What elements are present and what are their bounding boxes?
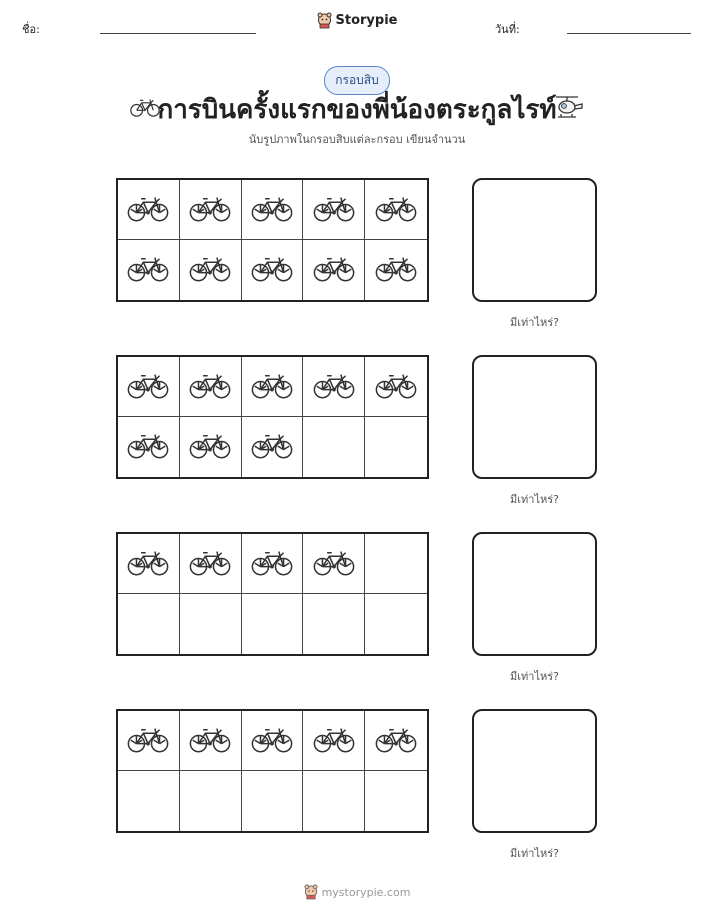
bicycle-icon [313, 547, 355, 581]
question-label-4: มีเท่าไหร่? [510, 847, 559, 860]
frame-cell [180, 534, 242, 594]
ten-frame-1 [116, 178, 429, 302]
bicycle-icon [189, 430, 231, 464]
bicycle-icon [189, 253, 231, 287]
frame-cell [118, 534, 180, 594]
question-label-3: มีเท่าไหร่? [510, 670, 559, 683]
frame-cell [303, 594, 365, 654]
question-label-1: มีเท่าไหร่? [510, 316, 559, 329]
frame-cell [365, 180, 427, 240]
frame-cell [118, 711, 180, 771]
bicycle-icon [127, 430, 169, 464]
bicycle-icon [189, 193, 231, 227]
bicycle-icon [313, 253, 355, 287]
bicycle-icon [189, 370, 231, 404]
bicycle-icon [313, 370, 355, 404]
frame-cell [365, 594, 427, 654]
frame-cell [118, 417, 180, 477]
footer-mascot-icon [304, 884, 318, 900]
bicycle-icon [313, 724, 355, 758]
name-label: ชื่อ: [22, 23, 40, 36]
frame-cell [242, 180, 304, 240]
bicycle-icon [127, 370, 169, 404]
bicycle-icon [375, 193, 417, 227]
frame-cell [303, 240, 365, 300]
ten-frame-2 [116, 355, 429, 479]
question-label-2: มีเท่าไหร่? [510, 493, 559, 506]
bicycle-icon [251, 193, 293, 227]
frame-cell [118, 771, 180, 831]
bicycle-icon [251, 430, 293, 464]
bicycle-icon [127, 547, 169, 581]
frame-cell [365, 711, 427, 771]
bicycle-icon [375, 370, 417, 404]
helicopter-icon [552, 92, 584, 122]
frame-cell [118, 594, 180, 654]
name-line[interactable] [100, 33, 256, 34]
instructions: นับรูปภาพในกรอบสิบแต่ละกรอบ เขียนจำนวน [248, 133, 466, 146]
bicycle-icon [375, 253, 417, 287]
frame-cell [242, 594, 304, 654]
frame-cell [180, 417, 242, 477]
bicycle-icon [251, 547, 293, 581]
frame-cell [180, 594, 242, 654]
footer [0, 884, 714, 904]
answer-box-1[interactable] [472, 178, 597, 302]
frame-cell [303, 357, 365, 417]
frame-cell [180, 180, 242, 240]
bicycle-icon [127, 253, 169, 287]
footer-url[interactable]: mystorypie.com [321, 885, 411, 899]
bicycle-icon [251, 370, 293, 404]
frame-cell [242, 240, 304, 300]
bicycle-icon [313, 193, 355, 227]
bicycle-icon [375, 724, 417, 758]
bicycle-icon [189, 724, 231, 758]
frame-cell [242, 357, 304, 417]
frame-cell [180, 357, 242, 417]
frame-cell [365, 240, 427, 300]
brand-logo [0, 12, 714, 33]
frame-cell [365, 534, 427, 594]
date-line[interactable] [567, 33, 691, 34]
frame-cell [303, 771, 365, 831]
ten-frame-3 [116, 532, 429, 656]
frame-cell [242, 711, 304, 771]
answer-box-3[interactable] [472, 532, 597, 656]
frame-cell [365, 357, 427, 417]
answer-box-2[interactable] [472, 355, 597, 479]
brand-mascot-icon [317, 12, 332, 29]
frame-cell [303, 180, 365, 240]
frame-cell [118, 240, 180, 300]
answer-box-4[interactable] [472, 709, 597, 833]
bicycle-icon [251, 724, 293, 758]
frame-cell [180, 240, 242, 300]
date-label: วันที่: [495, 23, 520, 36]
frame-cell [180, 711, 242, 771]
frame-cell [118, 180, 180, 240]
frame-cell [303, 711, 365, 771]
bicycle-icon [127, 193, 169, 227]
brand-name: Storypie [335, 13, 398, 28]
frame-cell [118, 357, 180, 417]
bicycle-icon [127, 724, 169, 758]
ten-frame-badge: กรอบสิบ [0, 66, 714, 95]
frame-cell [242, 534, 304, 594]
frame-cell [303, 417, 365, 477]
frame-cell [242, 771, 304, 831]
ten-frame-4 [116, 709, 429, 833]
frame-cell [365, 417, 427, 477]
bicycle-icon [251, 253, 293, 287]
frame-cell [242, 417, 304, 477]
page-title: การบินครั้งแรกของพี่น้องตระกูลไรท์ [157, 95, 557, 125]
frame-cell [180, 771, 242, 831]
bicycle-icon [189, 547, 231, 581]
frame-cell [365, 771, 427, 831]
frame-cell [303, 534, 365, 594]
